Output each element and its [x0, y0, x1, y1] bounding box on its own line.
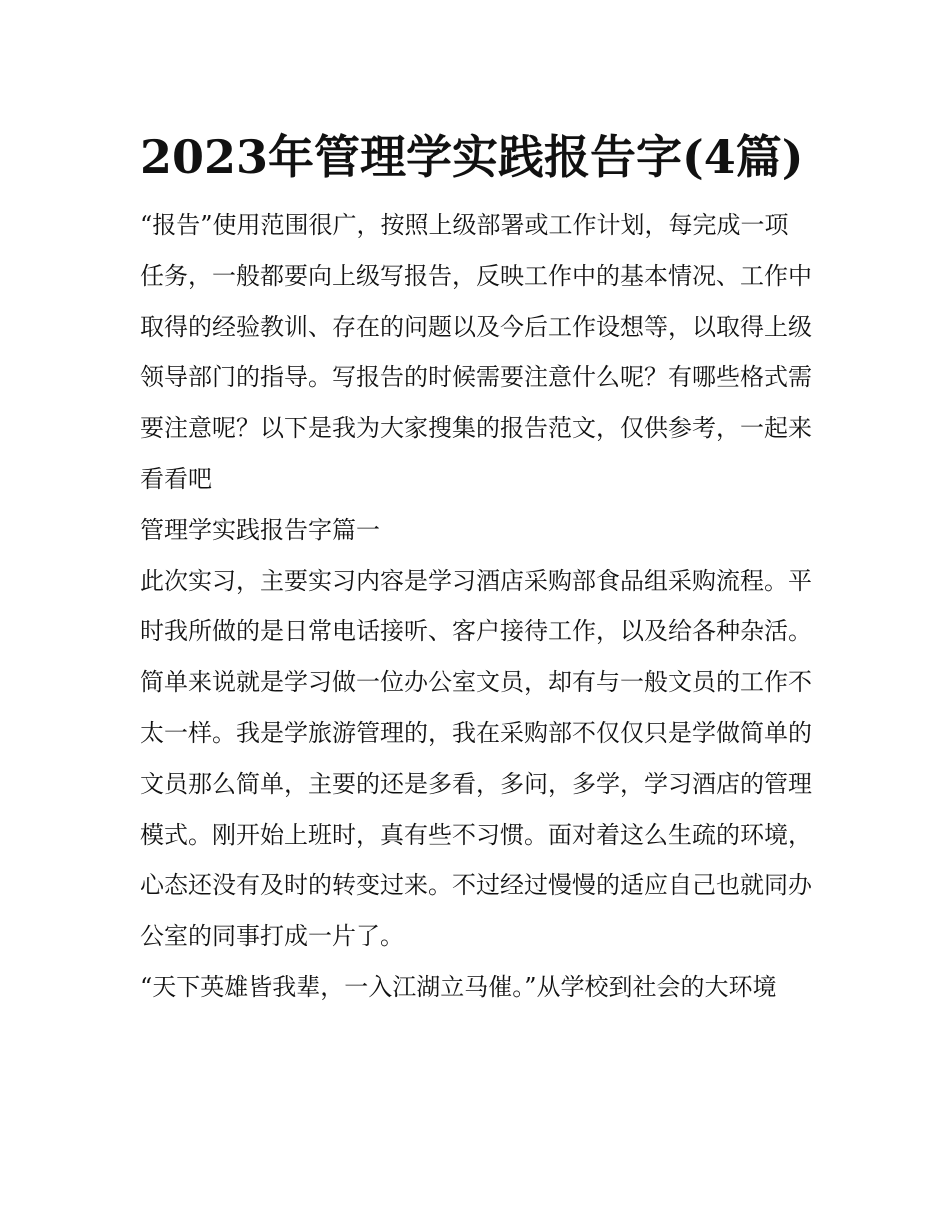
intro-paragraph: “报告”使用范围很广，按照上级部署或工作计划，每完成一项任务，一般都要向上级写报告，反映工作中的基本情况、工作中取得的经验教训、存在的问题以及今后工作设想等，以取得上级领导部门的指导。写报告的时候需要注意什么呢？有哪些格式需要注意呢？以下是我为大家搜集的报告范文，仅供参考，一起来看看吧 — [140, 211, 812, 493]
section-heading: 管理学实践报告字篇一 — [140, 515, 380, 544]
document-title: 2023年管理学实践报告字(4篇) — [140, 130, 804, 184]
document-content — [140, 118, 812, 1013]
body-paragraph-1: 此次实习，主要实习内容是学习酒店采购部食品组采购流程。平时我所做的是日常电话接听、客户接待工作，以及给各种杂活。简单来说就是学习做一位办公室文员，却有与一般文员的工作不太一样。我是学旅游管理的，我在采购部不仅仅只是学做简单的文员那么简单，主要的还是多看，多问，多学，学习酒店的管理模式。刚开始上班时，真有些不习惯。面对着这么生疏的环境，心态还没有及时的转变过来。不过经过慢慢的适应自己也就同办公室的同事打成一片了。 — [140, 566, 812, 951]
body-paragraph-2: “天下英雄皆我辈，一入江湖立马催。”从学校到社会的大环境 — [140, 972, 777, 1001]
